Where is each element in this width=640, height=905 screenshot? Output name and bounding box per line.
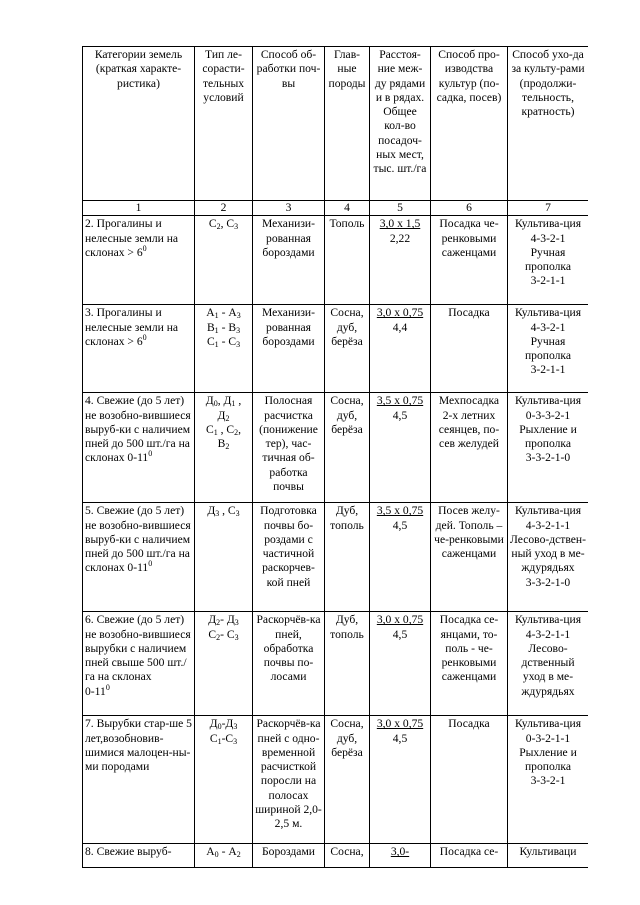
category-text: 3. Прогалины и нелесные земли на склонах > 6 (85, 306, 179, 348)
column-number-row (83, 201, 589, 216)
header-cell: Глав-ные породы (325, 47, 370, 201)
spacing-cell (370, 612, 431, 716)
species-text: Дуб, тополь (330, 504, 364, 532)
soil-treatment-text: Механизи-рованная бороздами (262, 306, 315, 348)
forest-type-index: 3 (233, 736, 238, 746)
forest-type-code: , (238, 422, 242, 436)
column-number: 3 (253, 201, 325, 216)
forest-type-index: 3 (234, 222, 239, 232)
subscript (236, 326, 240, 335)
care-line: Лесово-дствен-ный уход в ме-ждурядьях (510, 532, 586, 575)
forest-type-index: 1 (214, 325, 219, 335)
species-cell (325, 612, 370, 716)
spacing-cell (370, 216, 431, 305)
care-line: Культива-ция (514, 717, 582, 731)
forest-type-cell (195, 393, 253, 503)
category-cell (83, 612, 195, 716)
care-line: Культива-ция (514, 217, 582, 231)
spacing-cell (370, 503, 431, 612)
forest-type-code: Д (208, 613, 217, 627)
forest-type-code: , С (219, 504, 236, 518)
subscript (237, 850, 241, 859)
soil-treatment-cell (253, 716, 325, 844)
category-cell (83, 393, 195, 503)
forest-type-code: Д (217, 408, 226, 422)
forest-type-index: 3 (234, 618, 239, 628)
forest-type-index: 1 (217, 736, 222, 746)
category-cell (83, 503, 195, 612)
forest-type-code: , Д (217, 394, 232, 408)
forest-type-code: С (208, 627, 217, 641)
forest-type-code: -С (221, 731, 234, 745)
soil-treatment-text: Раскорчёв-ка пней, обработка почвы по-лосами (256, 613, 321, 684)
table-row (83, 844, 589, 868)
forest-type-index: 3 (215, 509, 220, 519)
forest-type-index: 1 (231, 399, 236, 409)
superscript (148, 449, 152, 458)
subscript (236, 340, 240, 349)
care-line: Культиваци (519, 845, 577, 859)
column-number: 2 (195, 201, 253, 216)
category-text: 8. Свежие выруб- (85, 845, 172, 859)
spacing-value: 3,5 х 0,75 (376, 394, 424, 408)
planting-count: 4,4 (392, 320, 408, 334)
planting-count: 4,5 (392, 731, 408, 745)
forest-type-index: 1 (214, 339, 219, 349)
forest-type-index: 3 (235, 509, 240, 519)
header-cell: Тип ле-сорасти-тельных условий (195, 47, 253, 201)
forest-type-code: С (209, 731, 218, 745)
care-line: Ручная прополка (524, 334, 572, 363)
category-text: 5. Свежие (до 5 лет) не возобно-вившиеся выруб-ки с наличием пней до 500 шт./га на склонах 0-11 (85, 504, 191, 575)
forest-type-code: А (206, 306, 215, 320)
forest-cultures-table (82, 46, 588, 868)
soil-treatment-cell (253, 612, 325, 716)
category-text: 6. Свежие (до 5 лет) не возобно-вившиеся вырубки с наличием пней свыше 500 шт./га на склонах (85, 613, 191, 684)
forest-type-index: 2 (225, 413, 230, 423)
soil-treatment-text: Полосная расчистка (понижение тер), час-тичная об-работка почвы (259, 394, 318, 494)
species-cell (325, 503, 370, 612)
care-line: Ручная прополка (524, 245, 572, 274)
forest-type-index: 2 (216, 632, 221, 642)
forest-type-index: 3 (233, 722, 238, 732)
species-text: Тополь (329, 217, 365, 231)
forest-type-code: С (205, 422, 214, 436)
care-line: 0-3-3-2-1 (525, 408, 571, 422)
document-page (82, 46, 588, 875)
spacing-value: 3,0 х 0,75 (376, 613, 424, 627)
forest-type-code: , (235, 394, 242, 408)
forest-type-index: 3 (234, 632, 239, 642)
care-cell (508, 393, 589, 503)
forest-type-code: В (206, 320, 215, 334)
production-text: Посадка се- (439, 845, 499, 859)
subscript (225, 414, 229, 423)
soil-treatment-text: Подготовка почвы бо-роздами с частичной раскорчев-кой пней (260, 504, 317, 589)
care-line: 0-3-2-1-1 (525, 731, 571, 745)
forest-type-code: А (206, 845, 215, 859)
planting-count: 4,5 (392, 627, 408, 641)
spacing-cell (370, 716, 431, 844)
care-cell (508, 716, 589, 844)
forest-type-index: 3 (236, 325, 241, 335)
species-cell (325, 216, 370, 305)
column-number: 5 (370, 201, 431, 216)
planting-count: 2,22 (389, 231, 411, 245)
forest-type-code: Д (205, 394, 214, 408)
forest-type-index: 0 (213, 399, 218, 409)
spacing-value: 3,0 х 0,75 (376, 306, 424, 320)
soil-treatment-cell (253, 844, 325, 868)
forest-type-cell (195, 305, 253, 393)
species-text: Сосна, дуб, берёза (330, 394, 364, 436)
production-cell (431, 612, 508, 716)
forest-type-index: 2 (225, 442, 230, 452)
care-line: 3-2-1-1 (530, 274, 566, 288)
species-cell (325, 716, 370, 844)
superscript (106, 683, 110, 692)
category-cell (83, 305, 195, 393)
table-row (83, 305, 589, 393)
table-row (83, 503, 589, 612)
forest-type-index: 1 (213, 427, 218, 437)
care-line: Культива-ция (514, 504, 582, 518)
superscript (143, 244, 147, 253)
column-number: 1 (83, 201, 195, 216)
care-line: 4-3-2-1 (530, 320, 566, 334)
category-cell (83, 716, 195, 844)
forest-type-code: - Д (220, 613, 235, 627)
subscript (233, 722, 237, 731)
care-cell (508, 503, 589, 612)
subscript (235, 618, 239, 627)
degree-sup: 0 (105, 682, 110, 692)
care-line: 3-2-1-1 (530, 363, 566, 377)
soil-treatment-text: Бороздами (261, 845, 315, 859)
species-cell (325, 305, 370, 393)
header-cell: Способ ухо-да за культу-рами (продолжи-тельность, кратность) (508, 47, 589, 201)
forest-type-code: С (208, 217, 217, 231)
forest-type-cell (195, 612, 253, 716)
production-text: Посадка (448, 717, 490, 731)
spacing-value: 3,0 х 0,75 (376, 717, 424, 731)
category-text: 0-11 (85, 684, 106, 698)
forest-type-code: , С (220, 217, 235, 231)
care-line: Культива-ция (514, 613, 582, 627)
category-cell (83, 216, 195, 305)
soil-treatment-text: Раскорчёв-ка пней с одно-временной расчисткой поросли на полосах шириной 2,0-2,5 м. (255, 717, 322, 831)
forest-type-code: С (206, 334, 215, 348)
care-line: 4-3-2-1 (530, 231, 566, 245)
species-text: Дуб, тополь (330, 613, 364, 641)
header-cell: Способ про-изводства культур (по-садка, посев) (431, 47, 508, 201)
production-text: Посев желу-дей. Тополь – че-ренковыми саженцами (434, 504, 504, 561)
forest-type-index: 3 (236, 339, 241, 349)
subscript (234, 222, 238, 231)
forest-type-code: - В (218, 320, 237, 334)
care-line: 4-3-2-1-1 (525, 518, 571, 532)
care-line: 4-3-2-1-1 (525, 627, 571, 641)
category-text: 4. Свежие (до 5 лет) не возобно-вившиеся выруб-ки с наличием пней до 500 шт./га на склонах 0-11 (85, 394, 191, 465)
care-line: Культива-ция (514, 394, 582, 408)
subscript (235, 633, 239, 642)
subscript (225, 442, 229, 451)
superscript (148, 559, 152, 568)
forest-type-code: - А (218, 306, 237, 320)
degree-sup: 0 (148, 559, 153, 569)
subscript (236, 509, 240, 518)
planting-count: 4,5 (392, 408, 408, 422)
forest-type-cell (195, 844, 253, 868)
forest-type-cell (195, 216, 253, 305)
species-text: Сосна, дуб, берёза (330, 717, 364, 759)
forest-type-code: - С (218, 334, 237, 348)
production-text: Посадка се-янцами, то-поль - че-ренковыми саженцами (439, 613, 499, 684)
forest-type-cell (195, 503, 253, 612)
forest-type-code: , С (217, 422, 235, 436)
soil-treatment-text: Механизи-рованная бороздами (262, 217, 315, 259)
forest-type-index: 0 (217, 722, 222, 732)
spacing-cell (370, 844, 431, 868)
care-line: Культива-ция (514, 306, 582, 320)
spacing-value: 3,0 х 1,5 (379, 217, 421, 231)
planting-count: 4,5 (392, 518, 408, 532)
spacing-value: 3,5 х 0,75 (376, 504, 424, 518)
subscript (233, 737, 237, 746)
production-cell (431, 716, 508, 844)
forest-type-code: - А (218, 845, 237, 859)
subscript (237, 311, 241, 320)
category-cell (83, 844, 195, 868)
degree-sup: 0 (142, 332, 147, 342)
forest-type-index: 1 (214, 311, 219, 321)
soil-treatment-cell (253, 305, 325, 393)
care-cell (508, 844, 589, 868)
forest-type-index: 3 (236, 311, 241, 321)
superscript (143, 333, 147, 342)
forest-type-code: -Д (221, 717, 234, 731)
care-cell (508, 216, 589, 305)
forest-type-code: Д (207, 504, 216, 518)
forest-type-code: - С (220, 627, 235, 641)
species-cell (325, 393, 370, 503)
spacing-value: 3,0- (390, 845, 410, 859)
column-number: 6 (431, 201, 508, 216)
header-cell: Способ об-работки поч-вы (253, 47, 325, 201)
care-line: 3-3-2-1-0 (525, 451, 571, 465)
care-cell (508, 305, 589, 393)
spacing-cell (370, 393, 431, 503)
degree-sup: 0 (148, 449, 153, 459)
production-cell (431, 393, 508, 503)
forest-type-index: 0 (214, 850, 219, 860)
forest-type-code: Д (209, 717, 218, 731)
spacing-cell (370, 305, 431, 393)
soil-treatment-cell (253, 393, 325, 503)
column-number: 7 (508, 201, 589, 216)
category-text: 2. Прогалины и нелесные земли на склонах > 6 (85, 217, 179, 259)
header-row (83, 47, 589, 201)
production-cell (431, 844, 508, 868)
care-cell (508, 612, 589, 716)
table-row (83, 612, 589, 716)
care-line: 3-3-2-1 (530, 774, 566, 788)
soil-treatment-cell (253, 216, 325, 305)
forest-type-index: 2 (216, 618, 221, 628)
soil-treatment-cell (253, 503, 325, 612)
category-text: 7. Вырубки стар-ше 5 лет,возобновив-шимися малоцен-ны-ми породами (85, 717, 192, 774)
species-text: Сосна, (330, 845, 364, 859)
table-row (83, 393, 589, 503)
forest-type-index: 2 (236, 850, 241, 860)
column-number: 4 (325, 201, 370, 216)
production-text: Посадка (448, 306, 490, 320)
forest-type-index: 2 (216, 222, 221, 232)
table-row (83, 716, 589, 844)
production-text: Мехпосадка 2-х летних сеянцев, по-сев желудей (438, 394, 500, 451)
header-cell: Расстоя-ние меж-ду рядами и в рядах. Общее кол-во посадоч-ных мест, тыс. шт./га (370, 47, 431, 201)
production-cell (431, 216, 508, 305)
production-cell (431, 305, 508, 393)
forest-type-cell (195, 716, 253, 844)
care-line: Рыхление и прополка (519, 422, 577, 451)
species-cell (325, 844, 370, 868)
production-cell (431, 503, 508, 612)
header-cell: Категории земель (краткая характе-ристика) (83, 47, 195, 201)
production-text: Посадка че-ренковыми саженцами (439, 217, 499, 259)
degree-sup: 0 (142, 243, 147, 253)
forest-type-index: 2 (234, 427, 239, 437)
species-text: Сосна, дуб, берёза (330, 306, 364, 348)
care-line: 3-3-2-1-0 (525, 575, 571, 589)
care-line: Рыхление и прополка (519, 745, 577, 774)
table-row (83, 216, 589, 305)
forest-type-code: В (217, 437, 226, 451)
care-line: Лесово-дственный уход в ме-ждурядьях (521, 641, 575, 698)
